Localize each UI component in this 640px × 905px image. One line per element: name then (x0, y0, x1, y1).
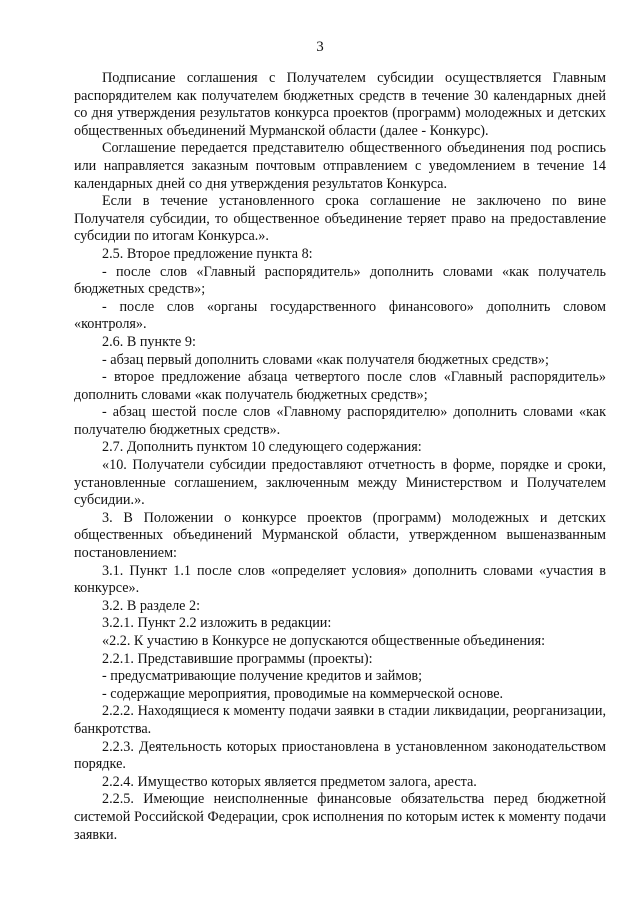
paragraph-agreement-signing: Подписание соглашения с Получателем субсидии осуществляется Главным распорядителем как получателем бюджетных средств в течение 30 календарных дней со дня утверждения результатов конкурса проектов (программ) молодежных и детских общественных объединений Мурманской области (далее - Конкурс). (74, 70, 606, 139)
paragraph-2-7-heading: 2.7. Дополнить пунктом 10 следующего содержания: (102, 439, 422, 456)
paragraph-2-6-item-3: - абзац шестой после слов «Главному распорядителю» дополнить словами «как получателю бюджетных средств». (74, 404, 606, 438)
paragraph-2-2: «2.2. К участию в Конкурсе не допускаются общественные объединения: (102, 633, 546, 649)
paragraph-2-5-item-1: - после слов «Главный распорядитель» дополнить словами «как получатель бюджетных средств»; (74, 263, 606, 298)
paragraph-2-2-1: 2.2.1. Представившие программы (проекты): (102, 650, 373, 667)
paragraph-2-2-1-item-1: - предусматривающие получение кредитов и займов; (102, 668, 423, 685)
page-number: 3 (316, 39, 324, 55)
paragraph-agreement-delivery: Соглашение передается представителю общественного объединения под роспись или направляется заказным почтовым отправлением с уведомлением в течение 14 календарных дней со дня утверждения результатов Конкурса. (74, 140, 606, 192)
paragraph-3-2: 3.2. В разделе 2: (102, 597, 201, 614)
paragraph-2-6-item-2: - второе предложение абзаца четвертого после слов «Главный распорядитель» дополнить словами «как получатель бюджетных средств»; (74, 369, 606, 403)
document-body (74, 70, 606, 844)
paragraph-2-2-2: 2.2.2. Находящиеся к моменту подачи заявки в стадии ликвидации, реорганизации, банкротства. (74, 703, 606, 737)
paragraph-2-6-item-1: - абзац первый дополнить словами «как получателя бюджетных средств»; (102, 351, 549, 368)
paragraph-2-2-5: 2.2.5. Имеющие неисполненные финансовые обязательства перед бюджетной системой Российской Федерации, срок исполнения по которым истек к моменту подачи заявки. (74, 791, 606, 843)
paragraph-2-2-1-item-2: - содержащие мероприятия, проводимые на коммерческой основе. (102, 685, 504, 702)
paragraph-3-2-1: 3.2.1. Пункт 2.2 изложить в редакции: (102, 615, 332, 632)
paragraph-3-1: 3.1. Пункт 1.1 после слов «определяет условия» дополнить словами «участия в конкурсе». (74, 562, 606, 597)
paragraph-2-5-item-2: - после слов «органы государственного финансового» дополнить словом «контроля». (74, 298, 606, 333)
paragraph-clause-10: «10. Получатели субсидии предоставляют отчетность в форме, порядке и сроки, установленные соглашением, заключенным между Министерством и Получателем субсидии.». (74, 457, 606, 509)
paragraph-section-3: 3. В Положении о конкурсе проектов (программ) молодежных и детских общественных объединений Мурманской области, утвержденном вышеназванным постановлением: (74, 509, 606, 562)
paragraph-2-2-4: 2.2.4. Имущество которых является предметом залога, ареста. (102, 773, 477, 790)
paragraph-agreement-not-concluded: Если в течение установленного срока соглашение не заключено по вине Получателя субсидии, то общественное объединение теряет право на предоставление субсидии по итогам Конкурса.». (74, 193, 606, 245)
paragraph-2-5-heading: 2.5. Второе предложение пункта 8: (102, 245, 313, 262)
paragraph-2-6-heading: 2.6. В пункте 9: (102, 333, 196, 350)
paragraph-2-2-3: 2.2.3. Деятельность которых приостановлена в установленном законодательством порядке. (74, 738, 606, 773)
